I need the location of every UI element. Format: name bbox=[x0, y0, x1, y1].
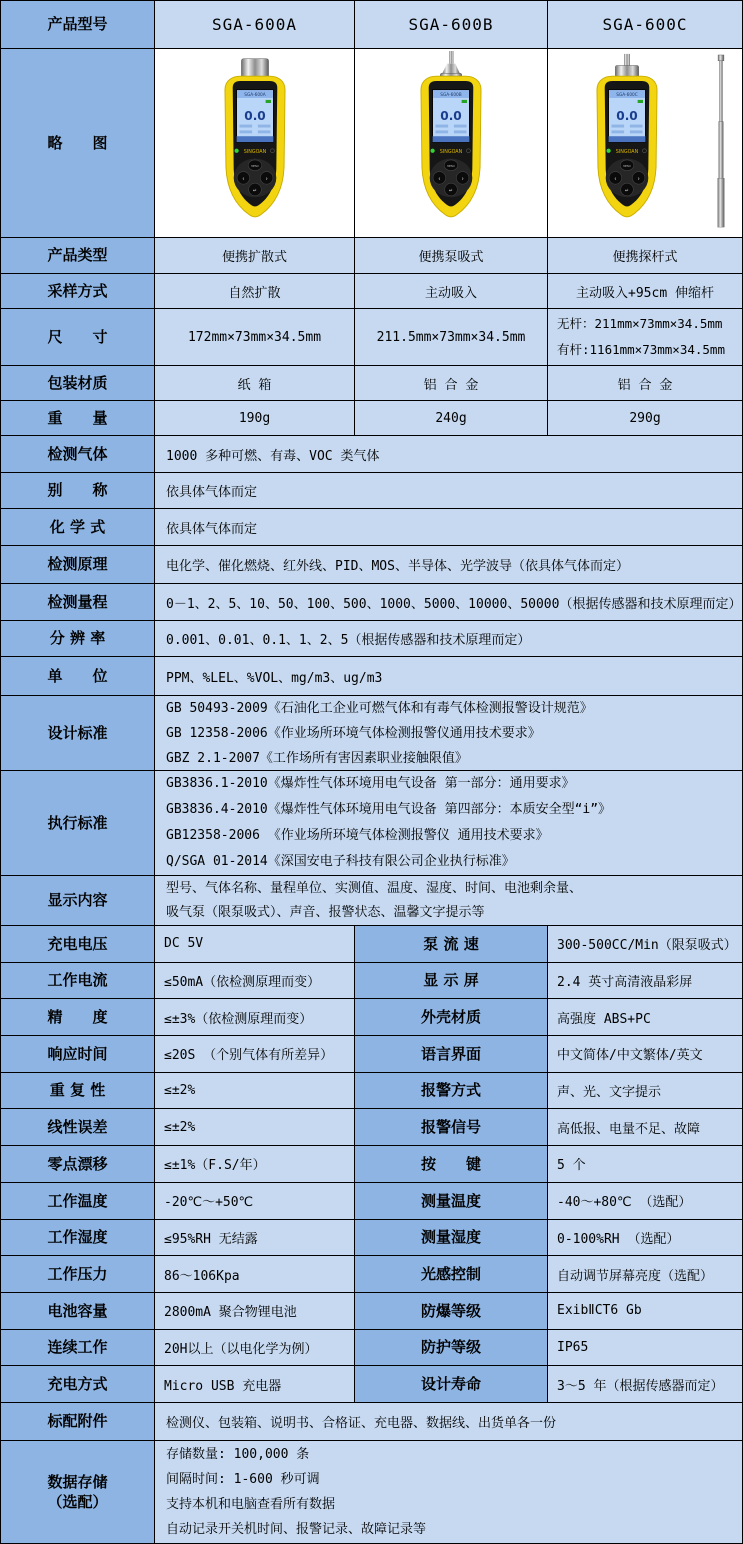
product-type-c: 便携探杆式 bbox=[548, 238, 742, 274]
row-label-design-standard: 设计标准 bbox=[1, 696, 155, 771]
sampling-a: 自然扩散 bbox=[155, 274, 355, 309]
rod-upper-segment bbox=[720, 61, 723, 122]
repeatability-value: ≤±2% bbox=[155, 1073, 355, 1110]
sampling-c: 主动吸入+95cm 伸缩杆 bbox=[548, 274, 742, 309]
table-row-sketch bbox=[1, 49, 742, 238]
pump-rate-value: 300-500CC/Min（限泵吸式） bbox=[548, 926, 742, 963]
gases-value: 1000 多种可燃、有毒、VOC 类气体 bbox=[155, 436, 742, 473]
display-content-line: 吸气泵（限泵吸式）、声音、报警状态、温馨文字提示等 bbox=[166, 904, 485, 920]
left-button-glyph: ‹ bbox=[438, 176, 441, 183]
row-label-display-screen: 显 示 屏 bbox=[355, 963, 548, 1000]
accessories-value: 检测仪、包装箱、说明书、合格证、充电器、数据线、出货单各一份 bbox=[155, 1403, 742, 1441]
row-label-working-temp: 工作温度 bbox=[1, 1183, 155, 1220]
sampling-b: 主动吸入 bbox=[355, 274, 548, 309]
brand-text: SINGOAN bbox=[243, 150, 266, 156]
row-label-exec-standard: 执行标准 bbox=[1, 771, 155, 876]
buttons-value: 5 个 bbox=[548, 1146, 742, 1183]
row-label-principle: 检测原理 bbox=[1, 546, 155, 584]
screen-info-bar bbox=[239, 125, 252, 128]
row-label-repeatability: 重 复 性 bbox=[1, 1073, 155, 1110]
size-a: 172mm×73mm×34.5mm bbox=[155, 309, 355, 366]
weight-a: 190g bbox=[155, 401, 355, 436]
table-row-working-pressure bbox=[1, 1256, 742, 1293]
menu-button-label: MENU bbox=[250, 165, 259, 169]
row-label-alias: 别 称 bbox=[1, 473, 155, 509]
zero-drift-value: ≤±1%（F.S/年） bbox=[155, 1146, 355, 1183]
packaging-a: 纸 箱 bbox=[155, 366, 355, 401]
design-standard-line: GB 50493-2009《石油化工企业可燃气体和有毒气体检测报警设计规范》 bbox=[166, 700, 593, 716]
table-row-sampling bbox=[1, 274, 742, 309]
battery-value: 2800mA 聚合物锂电池 bbox=[155, 1293, 355, 1330]
row-label-resolution: 分 辨 率 bbox=[1, 621, 155, 657]
screen-info-bar bbox=[612, 125, 625, 128]
shell-material-value: 高强度 ABS+PC bbox=[548, 999, 742, 1036]
row-label-packaging: 包装材质 bbox=[1, 366, 155, 401]
charge-method-value: Micro USB 充电器 bbox=[155, 1366, 355, 1403]
working-current-value: ≤50mA（依检测原理而变） bbox=[155, 963, 355, 1000]
device-image-sga-600a bbox=[180, 51, 330, 235]
row-label-weight: 重 量 bbox=[1, 401, 155, 436]
row-label-sampling: 采样方式 bbox=[1, 274, 155, 309]
table-row-range bbox=[1, 584, 742, 621]
screen-info-bar bbox=[436, 130, 449, 133]
screen-status-bar bbox=[609, 136, 646, 142]
row-label-design-life: 设计寿命 bbox=[355, 1366, 548, 1403]
row-label-data-storage bbox=[1, 1441, 155, 1543]
product-type-b: 便携泵吸式 bbox=[355, 238, 548, 274]
data-storage-line: 间隔时间: 1-600 秒可调 bbox=[166, 1471, 320, 1487]
model-name-c: SGA-600C bbox=[548, 1, 742, 49]
row-label-sketch: 略 图 bbox=[1, 49, 155, 238]
screen-status-bar bbox=[236, 136, 273, 142]
response-time-value: ≤20S （个别气体有所差异） bbox=[155, 1036, 355, 1073]
exec-standard-value bbox=[155, 771, 742, 876]
principle-value: 电化学、催化燃烧、红外线、PID、MOS、半导体、光学波导（依具体气体而定） bbox=[155, 546, 742, 584]
data-storage-value bbox=[155, 1441, 742, 1543]
device-screen-value: 0.0 bbox=[616, 108, 638, 123]
row-label-pump-rate: 泵 流 速 bbox=[355, 926, 548, 963]
table-row-working-current bbox=[1, 963, 742, 1000]
row-label-buttons: 按 键 bbox=[355, 1146, 548, 1183]
enter-button-glyph: ↵ bbox=[252, 188, 257, 194]
protection-rating-value: IP65 bbox=[548, 1330, 742, 1367]
row-label-accuracy: 精 度 bbox=[1, 999, 155, 1036]
pump-probe-cone bbox=[442, 64, 459, 74]
working-humidity-value: ≤95%RH 无结露 bbox=[155, 1220, 355, 1257]
display-content-line: 型号、气体名称、量程单位、实测值、温度、湿度、时间、电池剩余量、 bbox=[166, 880, 583, 896]
row-label-working-current: 工作电流 bbox=[1, 963, 155, 1000]
row-label-battery: 电池容量 bbox=[1, 1293, 155, 1330]
enter-button-glyph: ↵ bbox=[448, 188, 454, 194]
table-row-response-time bbox=[1, 1036, 742, 1073]
device-screen-model: SGA-600A bbox=[243, 93, 266, 99]
menu-button-label: MENU bbox=[447, 165, 455, 169]
table-row-continuous-work bbox=[1, 1330, 742, 1367]
data-storage-label-line2: （选配） bbox=[47, 1492, 108, 1511]
table-row-design-standard bbox=[1, 696, 742, 771]
row-label-product-type: 产品类型 bbox=[1, 238, 155, 274]
measure-humidity-value: 0-100%RH （选配） bbox=[548, 1220, 742, 1257]
device-screen-value: 0.0 bbox=[440, 108, 462, 123]
table-row-working-humidity bbox=[1, 1220, 742, 1257]
screen-info-bar bbox=[630, 125, 643, 128]
row-label-shell-material: 外壳材质 bbox=[355, 999, 548, 1036]
telescopic-rod-image bbox=[710, 54, 732, 232]
formula-value: 依具体气体而定 bbox=[155, 509, 742, 546]
working-temp-value: -20℃～+50℃ bbox=[155, 1183, 355, 1220]
size-c-with-rod: 有杆:1161mm×73mm×34.5mm bbox=[557, 342, 725, 357]
brand-text: SINGOAN bbox=[615, 150, 639, 156]
device-screen-model: SGA-600C bbox=[616, 93, 638, 99]
device-photo-cell-c bbox=[548, 49, 742, 238]
continuous-work-value: 20H以上（以电化学为例） bbox=[155, 1330, 355, 1367]
row-label-explosion-proof: 防爆等级 bbox=[355, 1293, 548, 1330]
row-label-language: 语言界面 bbox=[355, 1036, 548, 1073]
data-storage-line: 支持本机和电脑查看所有数据 bbox=[166, 1496, 336, 1512]
device-photo-cell-a bbox=[155, 49, 355, 238]
resolution-value: 0.001、0.01、0.1、1、2、5（根据传感器和技术原理而定） bbox=[155, 621, 742, 657]
device-screen-model: SGA-600B bbox=[440, 93, 462, 99]
row-label-size: 尺 寸 bbox=[1, 309, 155, 366]
table-row-packaging bbox=[1, 366, 742, 401]
row-label-light-control: 光感控制 bbox=[355, 1256, 548, 1293]
alias-value: 依具体气体而定 bbox=[155, 473, 742, 509]
row-label-display-content: 显示内容 bbox=[1, 876, 155, 926]
row-label-measure-temp: 测量温度 bbox=[355, 1183, 548, 1220]
product-type-a: 便携扩散式 bbox=[155, 238, 355, 274]
table-row-size bbox=[1, 309, 742, 366]
design-standard-line: GB 12358-2006《作业场所环境气体检测报警仪通用技术要求》 bbox=[166, 725, 541, 741]
row-label-response-time: 响应时间 bbox=[1, 1036, 155, 1073]
table-row-principle bbox=[1, 546, 742, 584]
battery-icon bbox=[462, 100, 467, 103]
light-control-value: 自动调节屏幕亮度（选配） bbox=[548, 1256, 742, 1293]
row-label-alarm-mode: 报警方式 bbox=[355, 1073, 548, 1110]
battery-icon bbox=[265, 100, 270, 103]
table-row-gases bbox=[1, 436, 742, 473]
row-label-gases: 检测气体 bbox=[1, 436, 155, 473]
probe-tube bbox=[624, 54, 630, 66]
screen-info-bar bbox=[257, 130, 270, 133]
table-row-resolution bbox=[1, 621, 742, 657]
table-row-accessories bbox=[1, 1403, 742, 1441]
table-row-working-temp bbox=[1, 1183, 742, 1220]
display-screen-value: 2.4 英寸高清液晶彩屏 bbox=[548, 963, 742, 1000]
row-label-working-pressure: 工作压力 bbox=[1, 1256, 155, 1293]
table-row-repeatability bbox=[1, 1073, 742, 1110]
data-storage-line: 存储数量: 100,000 条 bbox=[166, 1446, 310, 1462]
table-row-data-storage bbox=[1, 1441, 742, 1543]
screen-info-bar bbox=[454, 130, 467, 133]
table-row-battery bbox=[1, 1293, 742, 1330]
design-standard-line: GBZ 2.1-2007《工作场所有害因素职业接触限值》 bbox=[166, 750, 468, 766]
language-value: 中文简体/中文繁体/英文 bbox=[548, 1036, 742, 1073]
table-row-charge-voltage bbox=[1, 926, 742, 963]
pump-probe-tube bbox=[449, 51, 453, 64]
weight-c: 290g bbox=[548, 401, 742, 436]
exec-standard-line: Q/SGA 01-2014《深国安电子科技有限公司企业执行标准》 bbox=[166, 854, 515, 869]
model-name-a: SGA-600A bbox=[155, 1, 355, 49]
table-row-display-content bbox=[1, 876, 742, 926]
row-label-charge-method: 充电方式 bbox=[1, 1366, 155, 1403]
right-button-glyph: › bbox=[637, 176, 640, 183]
size-b: 211.5mm×73mm×34.5mm bbox=[355, 309, 548, 366]
screen-info-bar bbox=[239, 130, 252, 133]
right-button-glyph: › bbox=[461, 176, 464, 183]
unit-value: PPM、%LEL、%VOL、mg/m3、ug/m3 bbox=[155, 657, 742, 696]
table-row-exec-standard bbox=[1, 771, 742, 876]
left-button-glyph: ‹ bbox=[241, 176, 245, 183]
table-row-accuracy bbox=[1, 999, 742, 1036]
weight-b: 240g bbox=[355, 401, 548, 436]
row-label-linearity: 线性误差 bbox=[1, 1109, 155, 1146]
explosion-proof-value: ExibⅡCT6 Gb bbox=[548, 1293, 742, 1330]
table-row-alias bbox=[1, 473, 742, 509]
battery-icon bbox=[638, 100, 643, 103]
device-screen-value: 0.0 bbox=[243, 108, 266, 123]
rod-middle-segment bbox=[719, 121, 724, 178]
table-row-product-type bbox=[1, 238, 742, 274]
screen-info-bar bbox=[436, 125, 449, 128]
row-label-accessories: 标配附件 bbox=[1, 1403, 155, 1441]
display-content-value bbox=[155, 876, 742, 926]
led-indicator bbox=[430, 149, 434, 153]
accuracy-value: ≤±3%（依检测原理而变） bbox=[155, 999, 355, 1036]
led-indicator bbox=[606, 149, 610, 153]
screen-info-bar bbox=[257, 125, 270, 128]
exec-standard-line: GB3836.1-2010《爆炸性气体环境用电气设备 第一部分：通用要求》 bbox=[166, 776, 575, 791]
device-image-sga-600c bbox=[558, 51, 696, 235]
screen-info-bar bbox=[612, 130, 625, 133]
enter-button-glyph: ↵ bbox=[624, 188, 630, 194]
row-label-alarm-signal: 报警信号 bbox=[355, 1109, 548, 1146]
row-label-formula: 化 学 式 bbox=[1, 509, 155, 546]
table-row-formula bbox=[1, 509, 742, 546]
device-image-sga-600b bbox=[376, 51, 526, 235]
data-storage-line: 自动记录开关机时间、报警记录、故障记录等 bbox=[166, 1521, 427, 1537]
table-row-model bbox=[1, 1, 742, 49]
screen-status-bar bbox=[433, 136, 470, 142]
menu-button-label: MENU bbox=[623, 165, 631, 169]
range-value: 0－1、2、5、10、50、100、500、1000、5000、10000、50000（根据传感器和技术原理而定） bbox=[155, 584, 742, 621]
row-label-unit: 单 位 bbox=[1, 657, 155, 696]
row-label-charge-voltage: 充电电压 bbox=[1, 926, 155, 963]
exec-standard-line: GB3836.4-2010《爆炸性气体环境用电气设备 第四部分：本质安全型“i”》 bbox=[166, 802, 612, 817]
size-c-no-rod: 无杆：211mm×73mm×34.5mm bbox=[557, 316, 723, 331]
rod-tip bbox=[718, 55, 724, 61]
row-label-continuous-work: 连续工作 bbox=[1, 1330, 155, 1367]
row-label-working-humidity: 工作湿度 bbox=[1, 1220, 155, 1257]
device-photo-cell-b bbox=[355, 49, 548, 238]
linearity-value: ≤±2% bbox=[155, 1109, 355, 1146]
row-label-model: 产品型号 bbox=[1, 1, 155, 49]
table-row-zero-drift bbox=[1, 1146, 742, 1183]
packaging-b: 铝 合 金 bbox=[355, 366, 548, 401]
led-indicator bbox=[234, 149, 238, 153]
row-label-protection-rating: 防护等级 bbox=[355, 1330, 548, 1367]
table-row-weight bbox=[1, 401, 742, 436]
row-label-range: 检测量程 bbox=[1, 584, 155, 621]
size-c bbox=[548, 309, 742, 366]
row-label-zero-drift: 零点漂移 bbox=[1, 1146, 155, 1183]
design-standard-value bbox=[155, 696, 742, 771]
alarm-signal-value: 高低报、电量不足、故障 bbox=[548, 1109, 742, 1146]
working-pressure-value: 86～106Kpa bbox=[155, 1256, 355, 1293]
brand-text: SINGOAN bbox=[439, 150, 463, 156]
exec-standard-line: GB12358-2006 《作业场所环境气体检测报警仪 通用技术要求》 bbox=[166, 828, 549, 843]
model-name-b: SGA-600B bbox=[355, 1, 548, 49]
rod-handle-segment bbox=[718, 178, 725, 227]
table-row-charge-method bbox=[1, 1366, 742, 1403]
left-button-glyph: ‹ bbox=[614, 176, 617, 183]
table-row-linearity bbox=[1, 1109, 742, 1146]
charge-voltage-value: DC 5V bbox=[155, 926, 355, 963]
screen-info-bar bbox=[454, 125, 467, 128]
screen-info-bar bbox=[630, 130, 643, 133]
table-row-unit bbox=[1, 657, 742, 696]
alarm-mode-value: 声、光、文字提示 bbox=[548, 1073, 742, 1110]
measure-temp-value: -40～+80℃ （选配） bbox=[548, 1183, 742, 1220]
packaging-c: 铝 合 金 bbox=[548, 366, 742, 401]
right-button-glyph: › bbox=[264, 176, 268, 183]
design-life-value: 3～5 年（根据传感器而定） bbox=[548, 1366, 742, 1403]
row-label-measure-humidity: 测量湿度 bbox=[355, 1220, 548, 1257]
data-storage-label-line1: 数据存储 bbox=[47, 1472, 108, 1491]
